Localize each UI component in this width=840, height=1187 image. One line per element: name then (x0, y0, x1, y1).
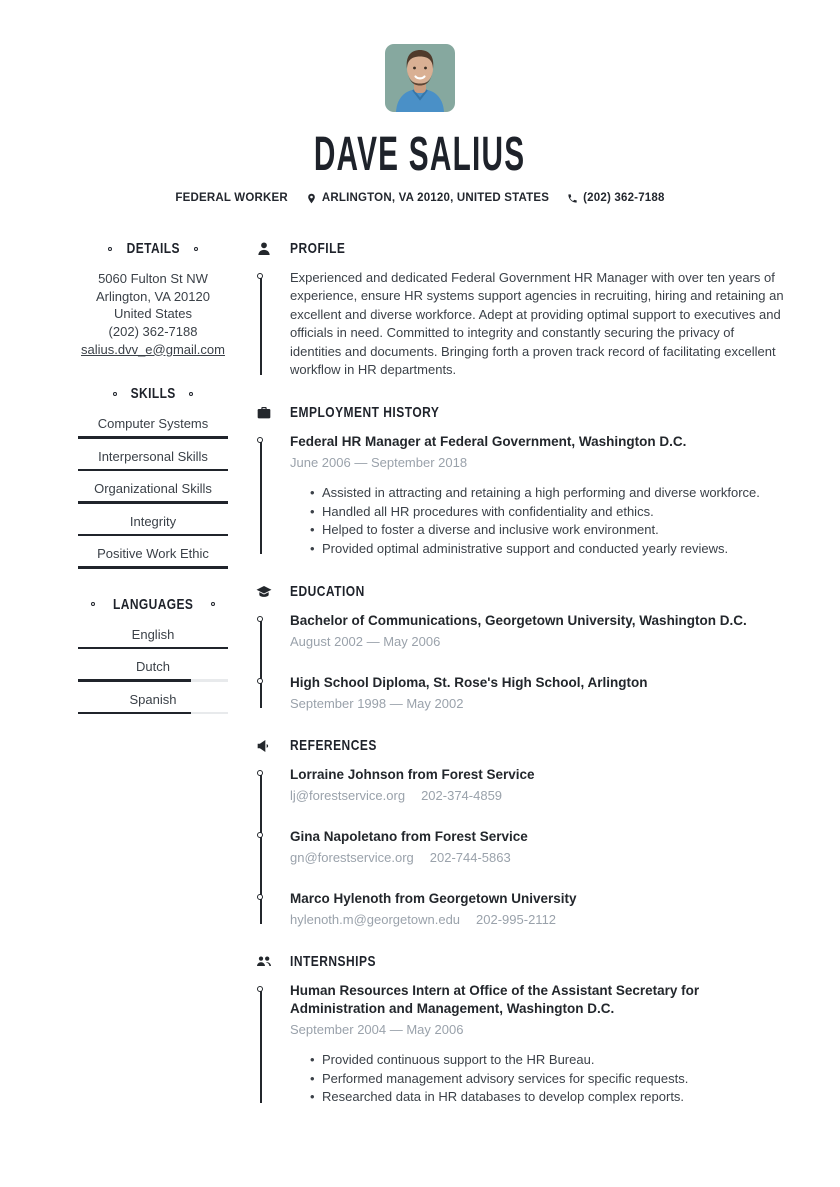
reference-name: Gina Napoletano from Forest Service (290, 829, 528, 845)
skill-label: Positive Work Ethic (97, 546, 209, 561)
bullet-dot-icon (211, 602, 215, 606)
skill-item (78, 480, 228, 504)
internship-heading: Human Resources Intern at Office of the Assistant Secretary for Administration and Management, Washington D.C. (290, 983, 700, 1017)
skill-item (78, 415, 228, 439)
reference-email: hylenoth.m@georgetown.edu (290, 912, 461, 928)
skill-label: Integrity (129, 513, 177, 529)
reference-name: Marco Hylenoth from Georgetown University (290, 891, 577, 907)
phone-icon (567, 193, 578, 204)
reference-entry (290, 890, 785, 928)
bullet-dot-icon (91, 602, 95, 606)
languages-title (78, 596, 228, 613)
language-bar (78, 647, 228, 650)
skill-bar (78, 436, 228, 439)
internship-dates: September 2004 — May 2006 (290, 1022, 464, 1038)
header-subtitle (0, 192, 840, 204)
skill-item (78, 513, 228, 537)
reference-contact (290, 911, 785, 928)
internships-section (256, 953, 785, 1107)
address-line-2: Arlington, VA 20120 (96, 288, 210, 304)
candidate-name: DAVE SALIUS (314, 128, 526, 181)
language-label: Dutch (136, 659, 170, 674)
employment-entry (290, 433, 785, 558)
job-dates: June 2006 — September 2018 (290, 455, 468, 471)
details-title (78, 240, 228, 257)
briefcase-icon (256, 405, 272, 421)
section-title: PROFILE (290, 240, 346, 257)
details-title-label: DETAILS (126, 240, 180, 257)
reference-email: lj@forestservice.org (290, 788, 406, 804)
employment-section (256, 404, 785, 558)
language-item (78, 691, 228, 715)
skill-bar (78, 534, 228, 537)
education-section (256, 583, 785, 712)
language-bar (78, 712, 228, 715)
bullet-item: • Assisted in attracting and retaining a high performing and diverse workforce. (290, 484, 785, 503)
job-bullets (290, 484, 785, 558)
skill-label: Computer Systems (97, 416, 209, 431)
header-location: ARLINGTON, VA 20120, UNITED STATES (321, 192, 550, 204)
skill-bar (78, 501, 228, 504)
education-dates: August 2002 — May 2006 (290, 634, 441, 650)
references-section (256, 737, 785, 928)
reference-phone: 202-995-2112 (476, 912, 557, 928)
education-heading: Bachelor of Communications, Georgetown University, Washington D.C. (290, 613, 747, 629)
header-phone-group (567, 192, 664, 204)
reference-contact (290, 787, 785, 804)
section-title: EMPLOYMENT HISTORY (290, 404, 440, 422)
detail-phone: (202) 362-7188 (108, 323, 198, 339)
language-label: Spanish (129, 691, 177, 707)
language-item (78, 658, 228, 682)
details-section (78, 240, 228, 358)
reference-contact (290, 849, 785, 866)
bullet-dot-icon (189, 392, 193, 396)
reference-phone: 202-374-4859 (421, 788, 503, 804)
section-title: INTERNSHIPS (290, 953, 376, 971)
skill-label: Interpersonal Skills (98, 448, 208, 464)
reference-name: Lorraine Johnson from Forest Service (290, 767, 535, 783)
profile-entry (290, 269, 785, 379)
bullet-item: • Researched data in HR databases to develop complex reports. (290, 1088, 785, 1107)
job-heading: Federal HR Manager at Federal Government, Washington D.C. (290, 434, 687, 450)
bullet-item: • Handled all HR procedures with confidentiality and ethics. (290, 503, 785, 522)
reference-entry (290, 766, 785, 804)
skills-section (78, 385, 228, 569)
skill-item (78, 545, 228, 569)
reference-email: gn@forestservice.org (290, 850, 414, 866)
graduation-cap-icon (256, 584, 272, 600)
section-title: EDUCATION (290, 583, 365, 601)
main-column (256, 240, 785, 1132)
person-icon (256, 241, 272, 257)
bullet-item: • Helped to foster a diverse and inclusive work environment. (290, 521, 785, 540)
people-icon (256, 954, 272, 970)
skill-bar (78, 469, 228, 472)
language-item (78, 626, 228, 650)
skills-title-label: SKILLS (130, 385, 176, 402)
education-heading: High School Diploma, St. Rose's High School, Arlington (290, 675, 648, 691)
header-phone: (202) 362-7188 (583, 192, 665, 204)
email-link[interactable]: salius.dvv_e@gmail.com (81, 341, 225, 357)
reference-entry (290, 828, 785, 866)
profile-section (256, 240, 785, 379)
header-location-group (306, 192, 549, 204)
internship-entry (290, 982, 785, 1107)
skill-item (78, 448, 228, 472)
reference-phone: 202-744-5863 (429, 850, 511, 866)
resume-header (0, 0, 840, 204)
education-entry (290, 674, 785, 712)
address-line-1: 5060 Fulton St NW (98, 271, 208, 286)
skills-title (78, 385, 228, 402)
section-title: REFERENCES (290, 737, 377, 755)
education-entry (290, 612, 785, 650)
bullet-dot-icon (113, 392, 117, 396)
bullet-dot-icon (194, 247, 198, 251)
languages-section (78, 596, 228, 715)
language-label: English (131, 626, 175, 642)
profile-photo (385, 44, 455, 112)
header-job-title-group (175, 192, 287, 204)
internship-bullets (290, 1051, 785, 1107)
sidebar (78, 240, 228, 1132)
skill-bar (78, 566, 228, 569)
skill-label: Organizational Skills (94, 481, 212, 496)
resume-body (0, 204, 840, 1132)
location-pin-icon (306, 193, 317, 204)
job-title: FEDERAL WORKER (175, 192, 288, 204)
bullet-item: • Performed management advisory services for specific requests. (290, 1070, 785, 1089)
profile-text: Experienced and dedicated Federal Government HR Manager with over ten years of experience, ensure HR systems support agencies in recruiting, hiring and retaining an excellent and diverse workforce. Adept at providing optimal support to executives and officials in need. Committed to integrity and constantly securing the privacy of identities and documents. Bringing forth a proven track record of facilitating excellent workflow in HR departments. (290, 270, 784, 378)
languages-title-label: LANGUAGES (112, 595, 194, 613)
address-country: United States (113, 306, 193, 321)
bullet-item: • Provided optimal administrative support and conducted yearly reviews. (290, 540, 785, 559)
education-dates: September 1998 — May 2002 (290, 696, 464, 712)
language-bar (78, 679, 228, 682)
bullet-dot-icon (108, 247, 112, 251)
megaphone-icon (256, 738, 272, 754)
bullet-item: • Provided continuous support to the HR Bureau. (290, 1051, 785, 1070)
